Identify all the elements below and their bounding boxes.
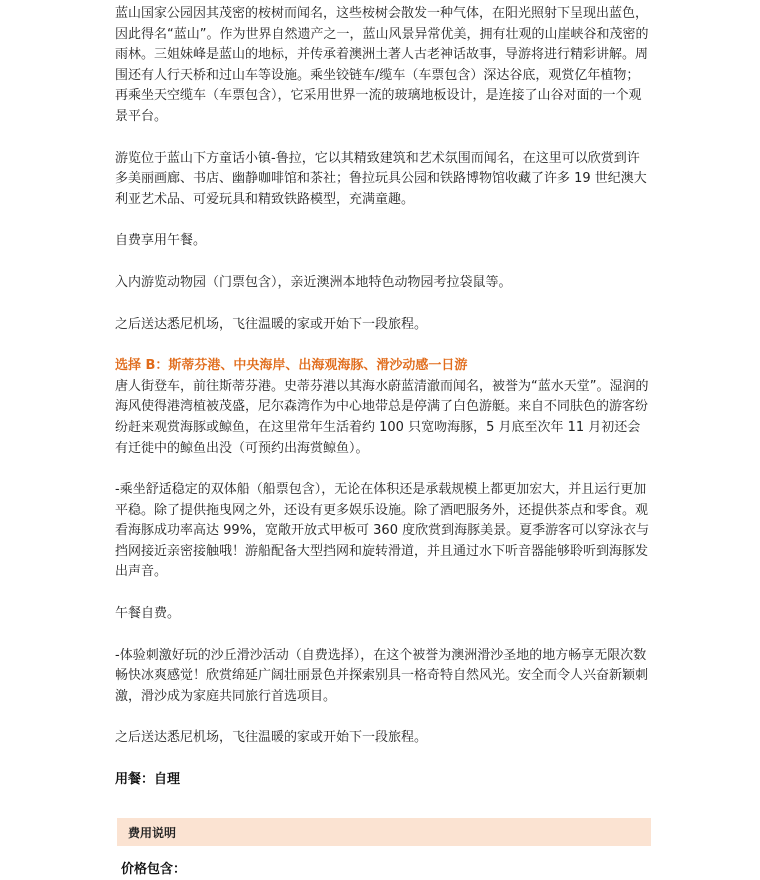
price-include-label: 价格包含：: [121, 862, 187, 877]
fee-section-title: 费用说明: [128, 825, 177, 840]
paragraph-zoo: 入内游览动物园（门票包含），亲近澳洲本地特色动物园考拉袋鼠等。: [115, 274, 512, 290]
paragraph-catamaran: -乘坐舒适稳定的双体船（船票包含），无论在体积还是承载规模上都更加宏大，并且运行更加平稳。除了提供拖曳网之外，还设有更多娱乐设施。除了酒吧服务外，还提供茶点和零食。观看海豚成功率高达 99%，宽敞开放式甲板可 360 度欣赏到海豚美景。夏季游客可以穿泳衣与挡网接近亲密接触哦！游船配备大型挡网和旋转滑道，并且通过水下听音器能够聆听到海豚发出声音。: [115, 482, 650, 580]
paragraph-blue-mountains: 蓝山国家公园因其茂密的桉树而闻名，这些桉树会散发一种气体，在阳光照射下呈现出蓝色，因此得名“蓝山”。作为世界自然遗产之一，蓝山风景异常优美，拥有壮观的山崖峡谷和茂密的雨林。三姐妹峰是蓝山的地标，并传承着澳洲土著人古老神话故事，导游将进行精彩讲解。周围还有人行天桥和过山车等设施。乘坐铰链车/缆车（车票包含）深达谷底，观赏亿年植物；再乘坐天空缆车（车票包含），它采用世界一流的玻璃地板设计，是连接了山谷对面的一个观景平台。: [115, 6, 649, 124]
paragraph-lunch: 自费享用午餐。: [115, 233, 207, 249]
paragraph-port-stephens: 唐人街登车，前往斯蒂芬港。史蒂芬港以其海水蔚蓝清澈而闻名，被誉为“蓝水天堂”。湿润的海风使得港湾植被茂盛，尼尔森湾作为中心地带总是停满了白色游艇。来自不同肤色的游客纷纷赶来观赏海豚或鲸鱼，在这里常年生活着约 100 只宽吻海豚，5 月底至次年 11 月初还会有迁徙中的鲸鱼出没（可预约出海赏鲸鱼）。: [115, 378, 649, 456]
paragraph-airport-a: 之后送达悉尼机场，飞往温暖的家或开始下一段旅程。: [115, 316, 428, 332]
paragraph-airport-b: 之后送达悉尼机场，飞往温暖的家或开始下一段旅程。: [115, 730, 428, 746]
paragraph-lunch-b: 午餐自费。: [115, 606, 181, 622]
itinerary-content: [115, 4, 651, 790]
meal-note: 用餐：自理: [115, 772, 181, 788]
fee-section-header: [117, 818, 651, 846]
option-b-title: 选择 B：斯蒂芬港、中央海岸、出海观海豚、滑沙动感一日游: [115, 358, 468, 374]
paragraph-sandboarding: -体验刺激好玩的沙丘滑沙活动（自费选择），在这个被誉为澳洲滑沙圣地的地方畅享无限次数畅快冰爽感觉！欣赏绵延广阔壮丽景色并探索别具一格奇特自然风光。安全而令人兴奋新颖刺激，滑沙成为家庭共同旅行首选项目。: [115, 647, 649, 704]
paragraph-leura: 游览位于蓝山下方童话小镇-鲁拉，它以其精致建筑和艺术氛围而闻名，在这里可以欣赏到许多美丽画廊、书店、幽静咖啡馆和茶社；鲁拉玩具公园和铁路博物馆收藏了许多 19 世纪澳大利亚艺术品、可爱玩具和精致铁路模型，充满童趣。: [115, 150, 647, 207]
